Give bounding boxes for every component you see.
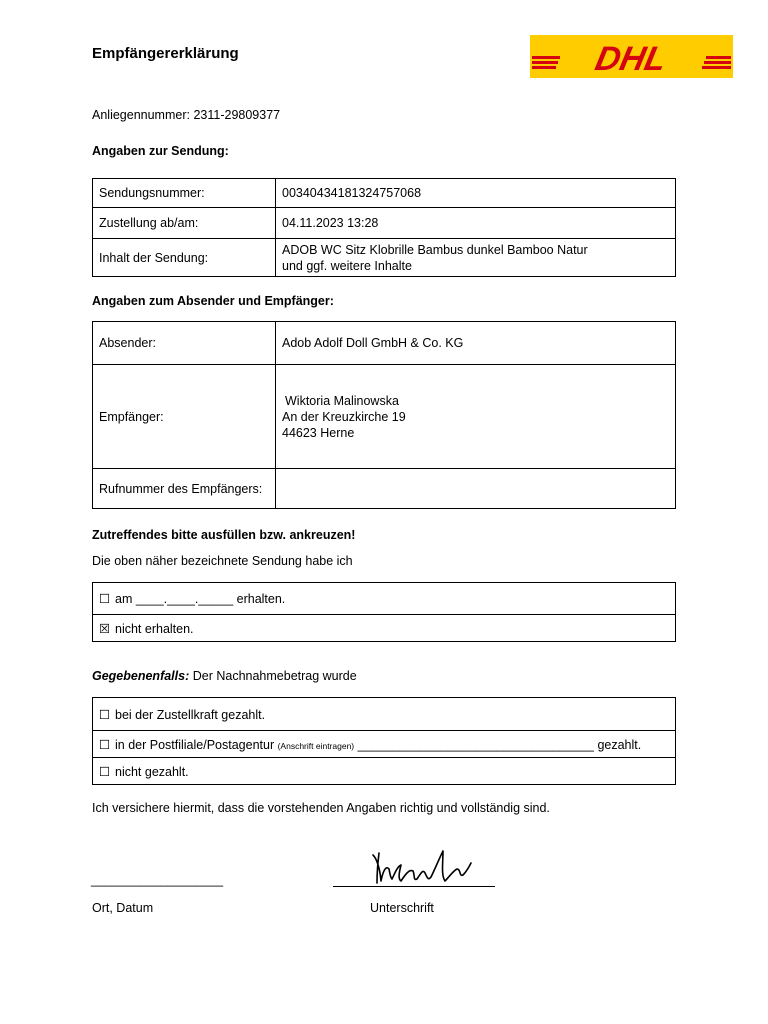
table-row xyxy=(93,469,676,509)
case-number-label: Anliegennummer: xyxy=(92,108,190,122)
cod-intro-text: Der Nachnahmebetrag wurde xyxy=(189,669,357,683)
dhl-logo xyxy=(530,35,733,78)
party-table xyxy=(92,321,676,509)
table-row xyxy=(93,322,676,365)
table-row xyxy=(93,179,676,208)
table-row xyxy=(93,365,676,469)
signature-line xyxy=(333,886,495,887)
party-heading: Angaben zum Absender und Empfänger: xyxy=(92,294,334,308)
page-title: Empfängererklärung xyxy=(92,45,239,62)
table-row xyxy=(93,698,676,731)
instructions-heading: Zutreffendes bitte ausfüllen bzw. ankreuzen! xyxy=(92,528,356,542)
checkbox-empty-icon[interactable]: ☐ xyxy=(99,707,111,722)
checkbox-empty-icon[interactable]: ☐ xyxy=(99,737,111,752)
shipment-table xyxy=(92,178,676,277)
contents-value xyxy=(276,239,676,277)
recipient-city: 44623 Herne xyxy=(282,425,355,440)
table-row xyxy=(93,758,676,785)
recipient-name: Wiktoria Malinowska xyxy=(285,393,399,408)
recipient-label: Empfänger: xyxy=(93,365,276,469)
handwritten-signature xyxy=(365,843,475,889)
table-row xyxy=(93,615,676,642)
signature-label: Unterschrift xyxy=(370,901,434,915)
cod-option-postoffice[interactable] xyxy=(93,731,676,758)
checkbox-checked-icon[interactable]: ☒ xyxy=(99,621,111,636)
delivery-date-value: 04.11.2023 13:28 xyxy=(276,208,676,239)
cod-option-postoffice-hint: (Anschrift eintragen) xyxy=(277,740,355,751)
cod-intro-emphasis: Gegebenenfalls: xyxy=(92,669,190,683)
receipt-option-not-received-text: nicht erhalten. xyxy=(115,621,194,636)
table-row xyxy=(93,239,676,277)
place-date-blank[interactable]: ___________________ xyxy=(91,873,224,887)
cod-intro xyxy=(92,669,357,683)
dhl-logo-graphic xyxy=(530,35,733,78)
receipt-table xyxy=(92,582,676,642)
shipment-number-label: Sendungsnummer: xyxy=(93,179,276,208)
recipient-street: An der Kreuzkirche 19 xyxy=(282,409,406,424)
contents-line-1: ADOB WC Sitz Klobrille Bambus dunkel Bamboo Natur xyxy=(282,242,588,257)
declaration-text: Ich versichere hiermit, dass die vorstehenden Angaben richtig und vollständig sind. xyxy=(92,801,550,815)
sender-value: Adob Adolf Doll GmbH & Co. KG xyxy=(276,322,676,365)
receipt-option-not-received[interactable] xyxy=(93,615,676,642)
table-row xyxy=(93,583,676,615)
sender-label: Absender: xyxy=(93,322,276,365)
shipment-heading: Angaben zur Sendung: xyxy=(92,144,229,158)
cod-option-unpaid[interactable] xyxy=(93,758,676,785)
table-row xyxy=(93,731,676,758)
receipt-option-received[interactable] xyxy=(93,583,676,615)
dhl-logo-text: DHL xyxy=(591,40,670,78)
phone-field[interactable] xyxy=(276,469,676,509)
receipt-option-received-text: am ____.____._____ erhalten. xyxy=(115,592,286,606)
cod-option-postoffice-tail: __________________________________ gezahlt. xyxy=(354,737,642,752)
case-number-value: 2311-29809377 xyxy=(193,108,281,122)
shipment-number-value: 00340434181324757068 xyxy=(276,179,676,208)
cod-option-postoffice-text: in der Postfiliale/Postagentur xyxy=(115,737,278,752)
table-row xyxy=(93,208,676,239)
contents-label: Inhalt der Sendung: xyxy=(93,239,276,277)
case-number xyxy=(92,108,280,122)
contents-line-2: und ggf. weitere Inhalte xyxy=(282,258,412,273)
cod-option-courier[interactable] xyxy=(93,698,676,731)
checkbox-empty-icon[interactable]: ☐ xyxy=(99,592,111,606)
cod-option-unpaid-text: nicht gezahlt. xyxy=(115,764,189,779)
delivery-date-label: Zustellung ab/am: xyxy=(93,208,276,239)
checkbox-empty-icon[interactable]: ☐ xyxy=(99,764,111,779)
instructions-intro: Die oben näher bezeichnete Sendung habe ich xyxy=(92,554,353,568)
cod-table xyxy=(92,697,676,785)
place-date-label: Ort, Datum xyxy=(92,901,154,915)
phone-label: Rufnummer des Empfängers: xyxy=(93,469,276,509)
cod-option-courier-text: bei der Zustellkraft gezahlt. xyxy=(115,707,266,722)
recipient-address xyxy=(276,365,676,469)
